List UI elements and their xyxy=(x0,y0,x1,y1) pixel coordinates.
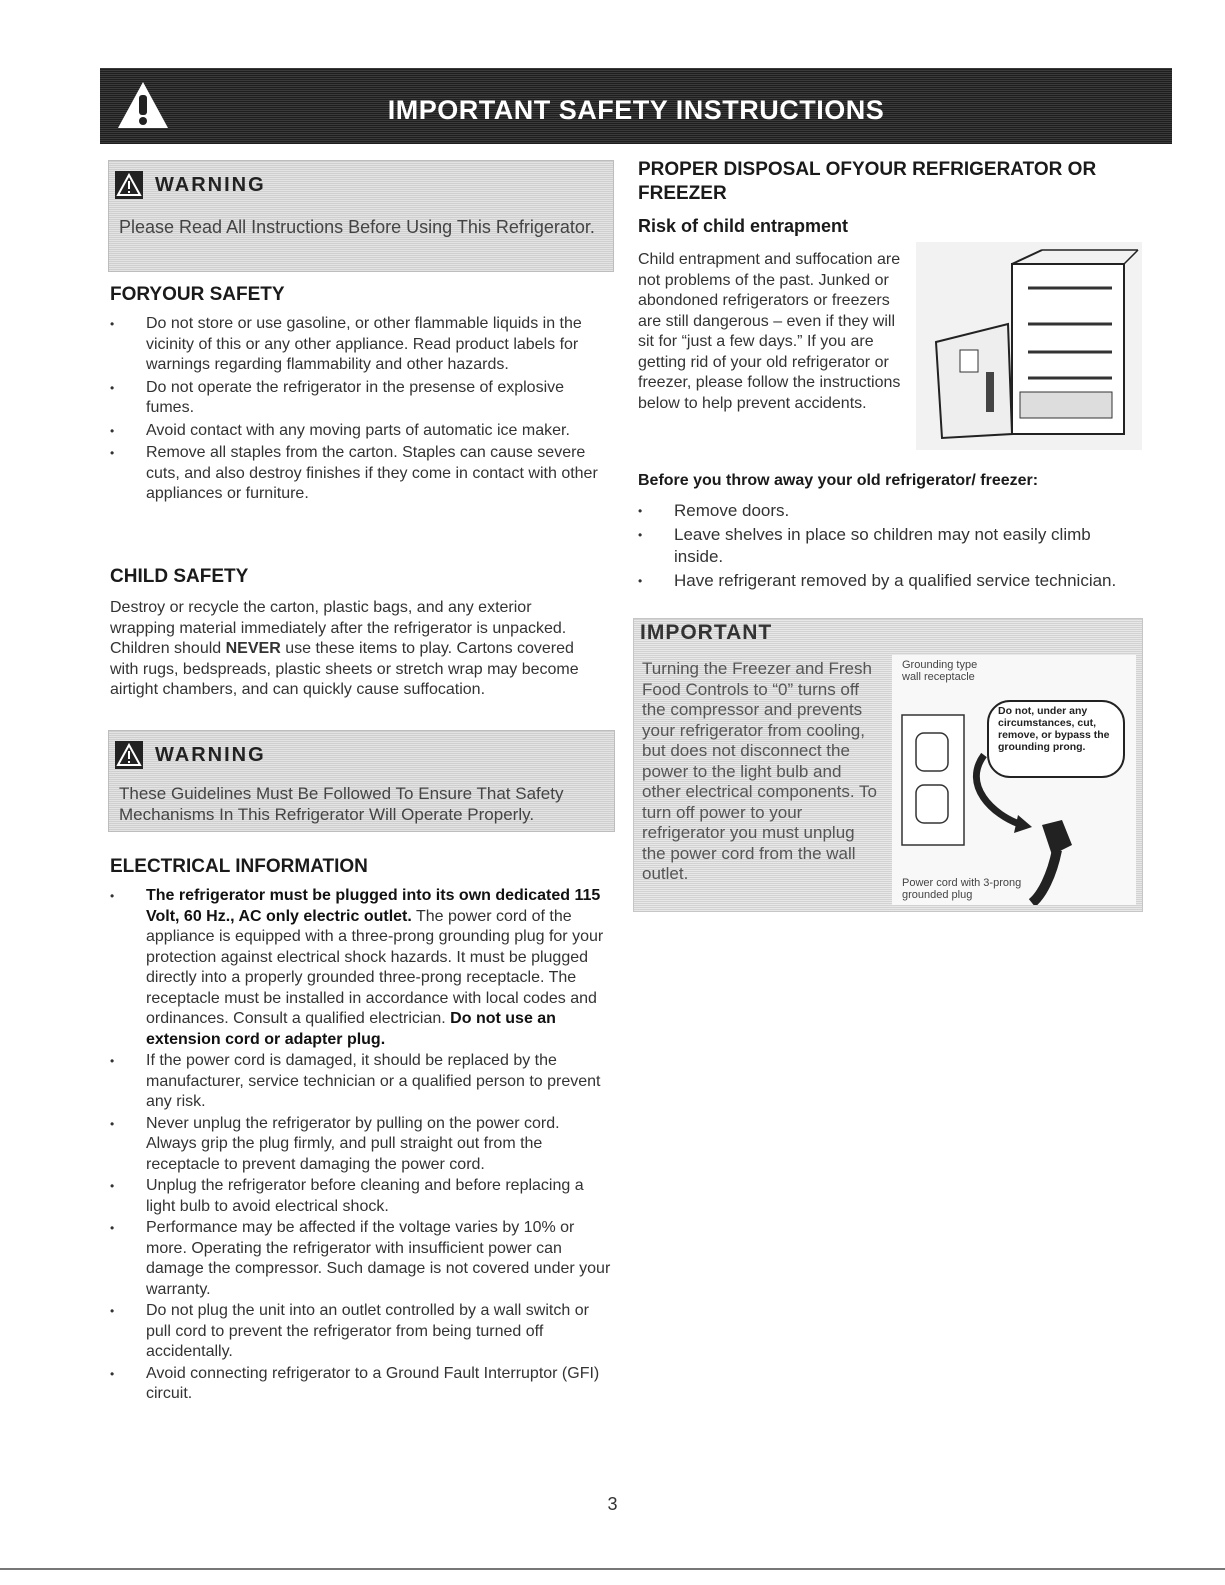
warning-box xyxy=(108,160,614,272)
warning-label: WARNING xyxy=(155,743,266,766)
warning-icon xyxy=(115,171,143,199)
important-text: Turning the Freezer and Fresh Food Controls to “0” turns off the compressor and prevents your refrigerator from cooling, but does not disconnect the power to the light bulb and other electrical components. To turn off power to your refrigerator you must unplug the power cord from the wall outlet. xyxy=(642,659,877,883)
list-item: • If the power cord is damaged, it should be replaced by the manufacturer, service technician or a qualified person to prevent any risk. xyxy=(108,1051,613,1113)
important-title: IMPORTANT xyxy=(640,621,773,644)
warning-box xyxy=(108,730,615,832)
warning-icon xyxy=(115,741,143,769)
safety-list xyxy=(108,314,613,505)
list-item: • Avoid connecting refrigerator to a Ground Fault Interruptor (GFI) circuit. xyxy=(108,1364,613,1405)
receptacle-label: Grounding type wall receptacle xyxy=(902,659,978,683)
before-throw-heading: Before you throw away your old refrigerator/ freezer: xyxy=(638,472,1039,489)
list-item: • Avoid contact with any moving parts of automatic ice maker. xyxy=(108,421,613,442)
plug-figure xyxy=(892,655,1136,905)
risk-subheading: Risk of child entrapment xyxy=(638,216,849,236)
electrical-list xyxy=(108,886,613,1405)
child-safety-heading: CHILD SAFETY xyxy=(110,566,249,587)
list-item: • Do not plug the unit into an outlet controlled by a wall switch or pull cord to prevent the refrigerator from being turned off accidentally. xyxy=(108,1301,613,1363)
title-banner xyxy=(100,68,1172,144)
list-item: • The refrigerator must be plugged into its own dedicated 115 Volt, 60 Hz., AC only electric outlet. The power cord of the appliance is equipped with a three-prong grounding plug for your protection against electrical shock hazards. It must be plugged directly into a properly grounded three-prong receptacle. The receptacle must be installed in accordance with local codes and ordinances. Consult a qualified electrician. Do not use an extension cord or adapter plug. xyxy=(108,886,613,1050)
list-item: • Performance may be affected if the voltage varies by 10% or more. Operating the refrigerator with insufficient power can damage the compressor. Such damage is not covered under your warranty. xyxy=(108,1218,613,1300)
prong-warning-label: Do not, under any circumstances, cut, remove, or bypass the grounding prong. xyxy=(998,705,1110,753)
electrical-heading: ELECTRICAL INFORMATION xyxy=(110,856,368,877)
warning-text: These Guidelines Must Be Followed To Ensure That Safety Mechanisms In This Refrigerator Will Operate Properly. xyxy=(119,784,564,824)
list-item: • Remove all staples from the carton. Staples can cause severe cuts, and also destroy finishes if they come in contact with other appliances or furniture. xyxy=(108,443,613,505)
disposal-heading: PROPER DISPOSAL OFYOUR REFRIGERATOR OR FREEZER xyxy=(638,159,1097,204)
page-number: 3 xyxy=(607,1494,618,1514)
important-box xyxy=(633,618,1143,912)
bottom-rule xyxy=(0,1568,1225,1570)
banner-title: IMPORTANT SAFETY INSTRUCTIONS xyxy=(387,95,885,125)
list-item: • Do not operate the refrigerator in the presense of explosive fumes. xyxy=(108,378,613,419)
disposal-list xyxy=(636,500,1136,592)
disposal-text: Child entrapment and suffocation are not problems of the past. Junked or abondoned refrigerators or freezers are still dangerous – even if they will sit for “just a few days.” If you are getting rid of your old refrigerator or freezer, please follow the instructions below to help prevent accidents. xyxy=(638,251,901,412)
grounded-plug-icon xyxy=(892,655,1136,905)
child-safety-text: Destroy or recycle the carton, plastic bags, and any exterior wrapping material immediately after the refrigerator is unpacked. Children should NEVER use these items to play. Cartons covered with rugs, bedspreads, plastic sheets or stretch wrap may become airtight chambers, and can quickly cause suffocation. xyxy=(110,599,579,698)
list-item: • Have refrigerant removed by a qualified service technician. xyxy=(636,570,1136,592)
warning-label: WARNING xyxy=(155,173,266,196)
warning-text: Please Read All Instructions Before Using This Refrigerator. xyxy=(119,217,595,237)
list-item: • Leave shelves in place so children may not easily climb inside. xyxy=(636,524,1136,568)
list-item: • Unplug the refrigerator before cleaning and before replacing a light bulb to avoid electrical shock. xyxy=(108,1176,613,1217)
open-refrigerator-icon xyxy=(916,242,1142,450)
list-item: • Do not store or use gasoline, or other flammable liquids in the vicinity of this or any other appliance. Read product labels for warnings regarding flammability and other hazards. xyxy=(108,314,613,376)
for-your-safety-heading: FORYOUR SAFETY xyxy=(110,284,285,305)
list-item: • Remove doors. xyxy=(636,500,1136,522)
list-item: • Never unplug the refrigerator by pulling on the power cord. Always grip the plug firmly, and pull straight out from the receptacle to prevent damaging the power cord. xyxy=(108,1114,613,1176)
plug-label: Power cord with 3-prong grounded plug xyxy=(902,877,1022,901)
